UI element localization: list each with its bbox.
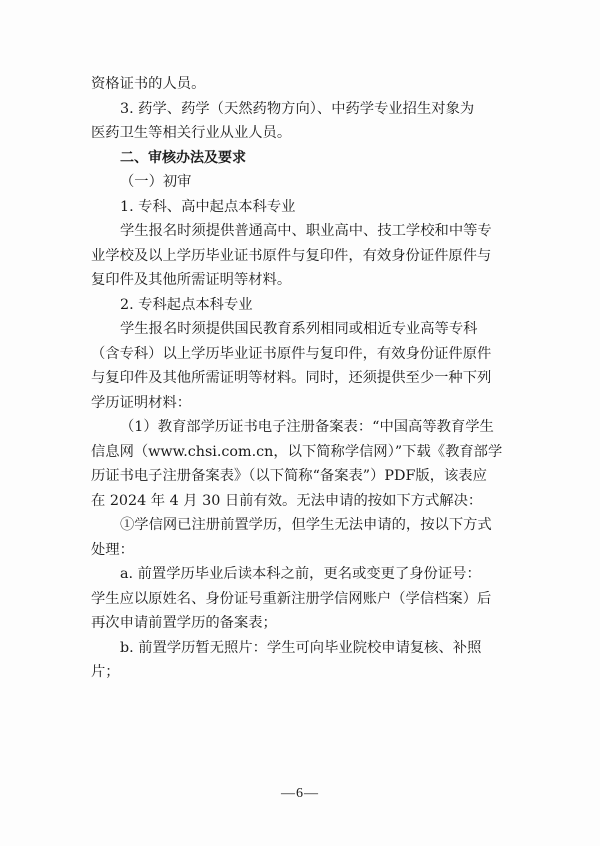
text-line: 学生报名时须提供国民教育系列相同或相近专业高等专科 [120, 321, 478, 337]
text-line: 2. 专科起点本科专业 [120, 296, 253, 313]
text-line: 复印件及其他所需证明等材料。 [91, 272, 292, 288]
text-line: 业学校及以上学历毕业证书原件与复印件，有效身份证件原件与 [91, 247, 492, 264]
section-heading: 二、审核办法及要求 [120, 149, 246, 166]
text-line: b. 前置学历暂无照片：学生可向毕业院校申请复核、补照 [120, 639, 482, 656]
text-line: 资格证书的人员。 [91, 76, 206, 92]
text-line: 历证书电子注册备案表》（以下简称“备案表”）PDF版，该表应 [91, 468, 487, 484]
text-line: 学生报名时须提供普通高中、职业高中、技工学校和中等专 [120, 223, 492, 239]
text-line: 片； [91, 664, 120, 680]
text-line: 学历证明材料： [91, 394, 192, 411]
text-line: 再次申请前置学历的备案表； [91, 615, 277, 631]
text-line: 信息网（www.chsi.com.cn，以下简称学信网）”下载《教育部学 [91, 443, 503, 460]
text-line: （一）初审 [120, 174, 192, 190]
text-line: ①学信网已注册前置学历，但学生无法申请的，按以下方式 [120, 517, 492, 533]
text-line: 学生应以原姓名、身份证号重新注册学信网账户（学信档案）后 [91, 590, 492, 607]
text-line: 与复印件及其他所需证明等材料。同时，还须提供至少一种下列 [91, 370, 492, 386]
text-line: 处理： [91, 541, 134, 558]
text-line: 1. 专科、高中起点本科专业 [120, 198, 296, 215]
text-line: （1）教育部学历证书电子注册备案表：“中国高等教育学生 [120, 419, 494, 435]
text-line: a. 前置学历毕业后读本科之前，更名或变更了身份证号： [120, 566, 481, 582]
text-line: 医药卫生等相关行业从业人员。 [91, 125, 292, 141]
text-line: 在 2024 年 4 月 30 日前有效。无法申请的按如下方式解决： [91, 492, 483, 509]
page-number: —6— [281, 786, 319, 801]
text-line: 3. 药学、药学（天然药物方向）、中药学专业招生对象为 [120, 100, 475, 117]
document-body [91, 72, 511, 685]
text-line: （含专科）以上学历毕业证书原件与复印件，有效身份证件原件 [91, 345, 492, 362]
